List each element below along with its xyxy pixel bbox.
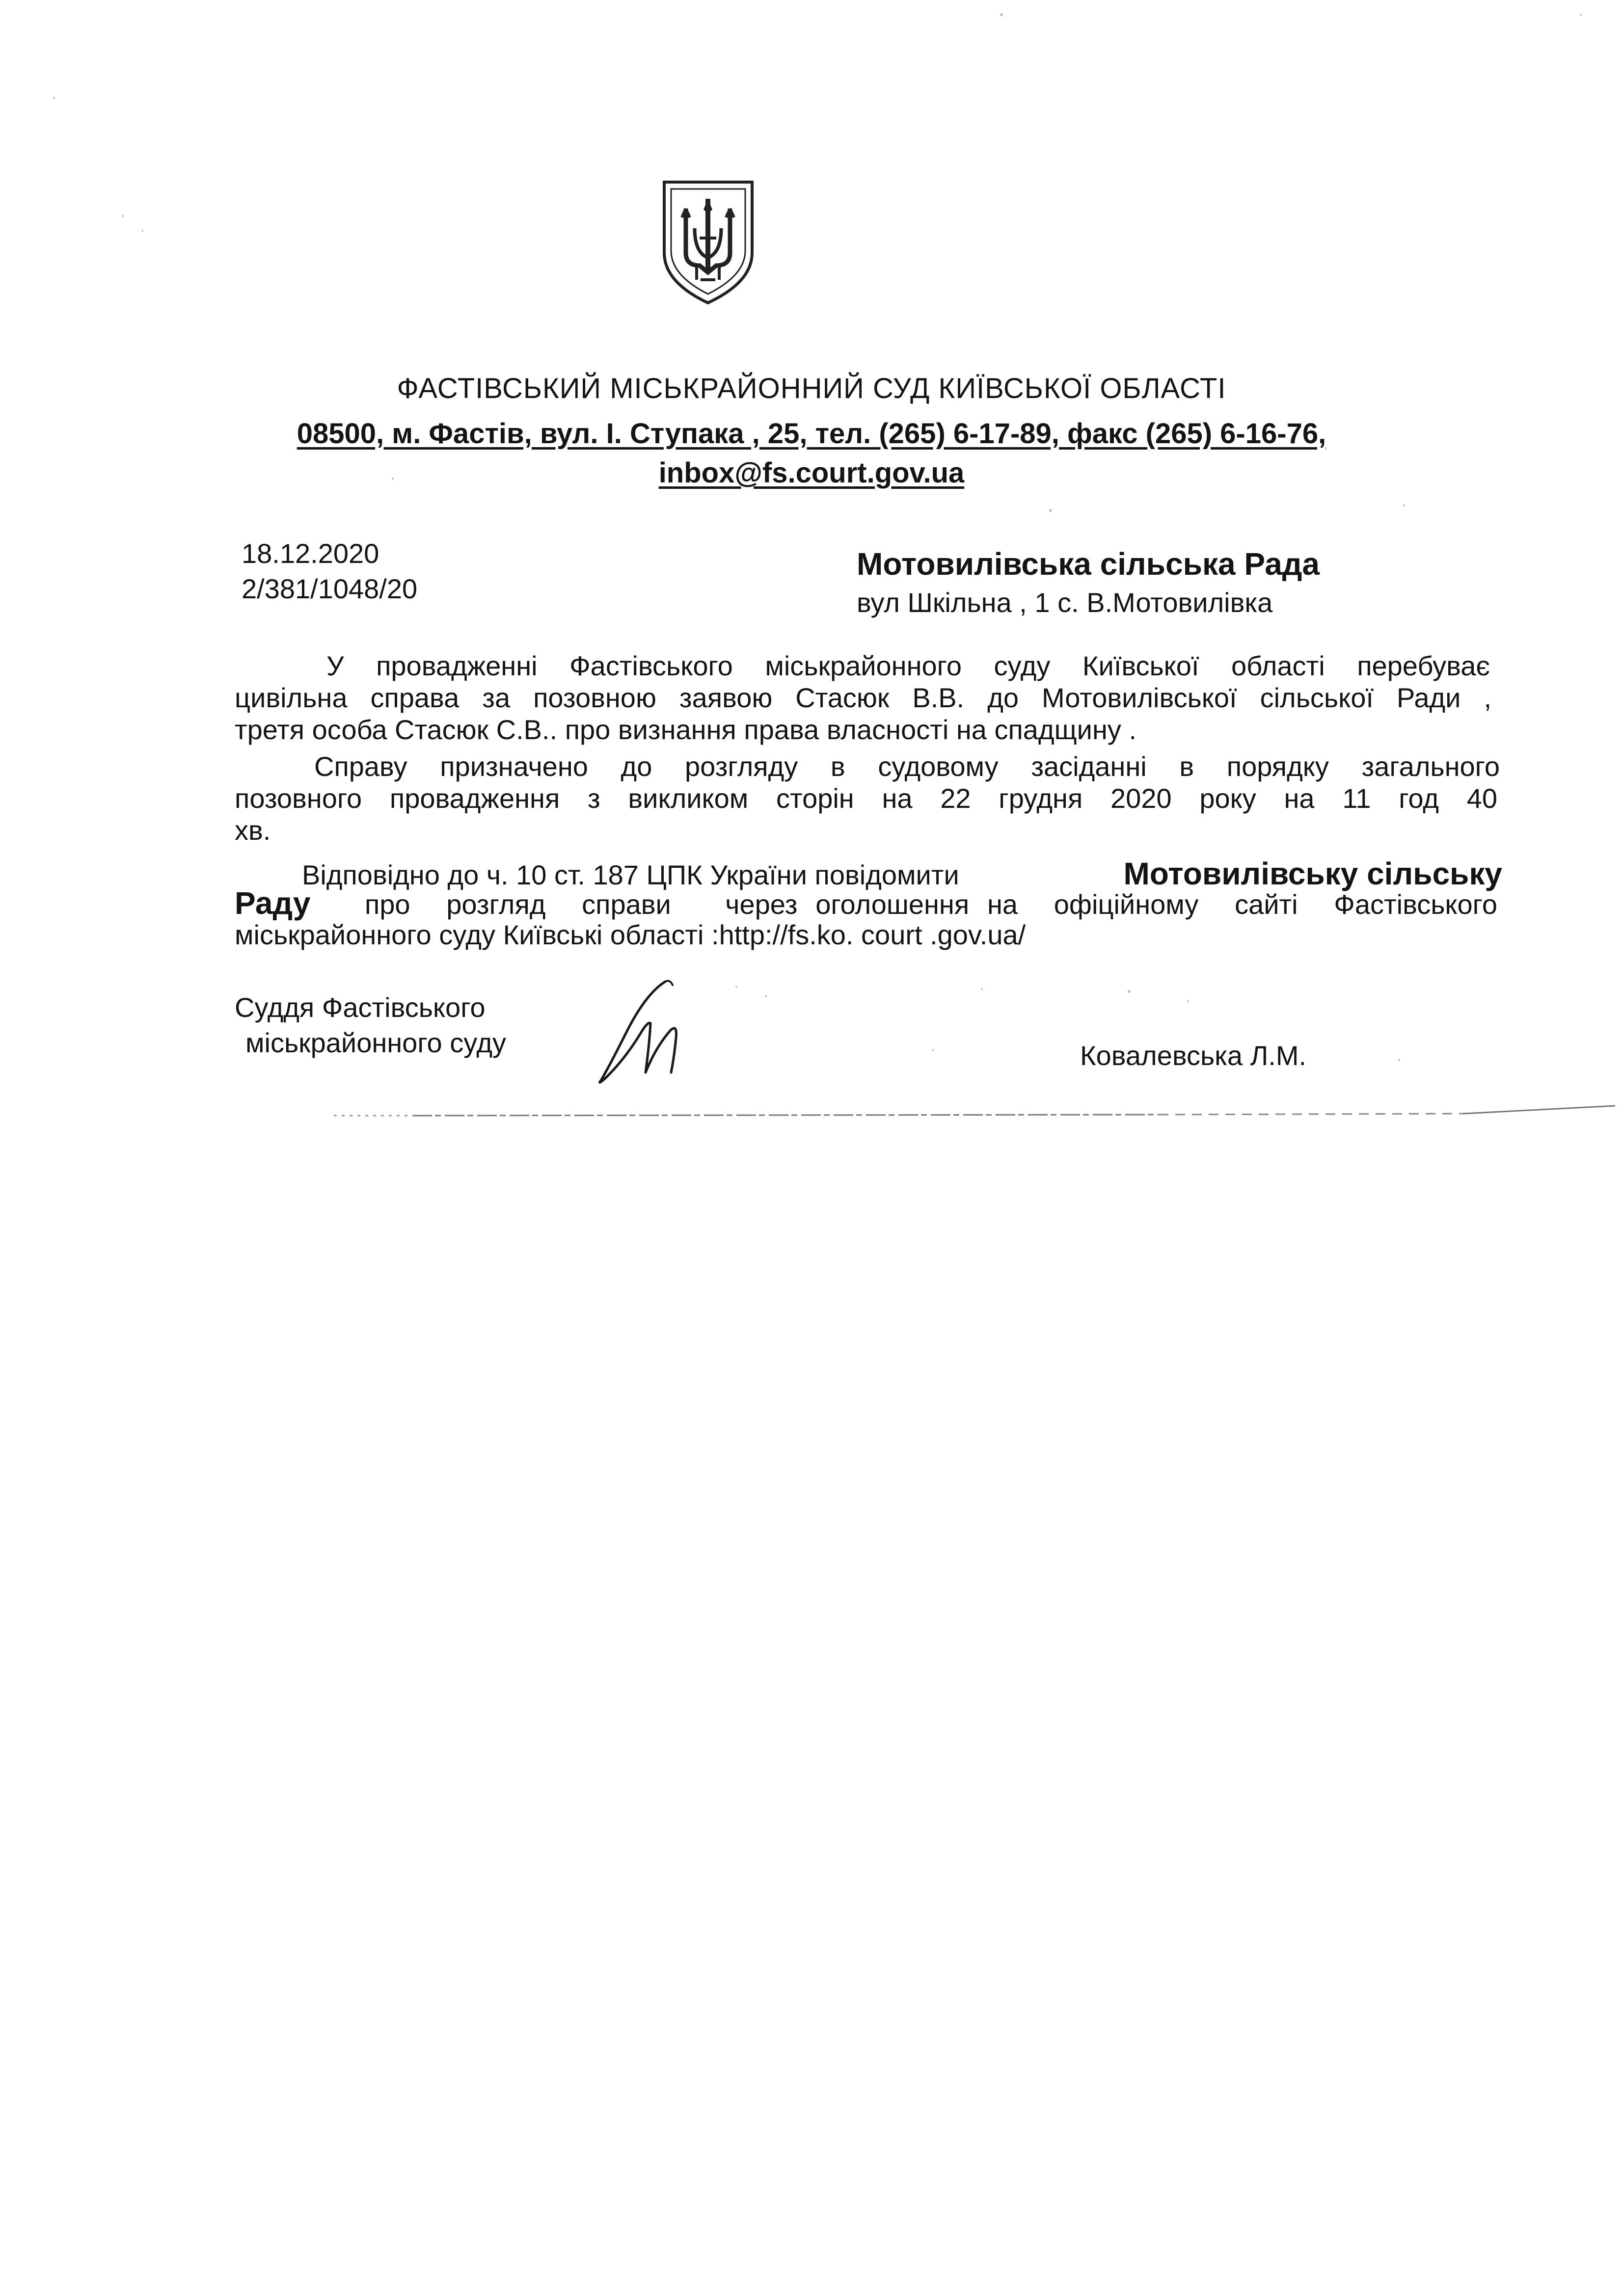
body-line-8-text: про розгляд справи через оголошення на офіційному сайті Фастівського (310, 889, 1497, 920)
recipient-name: Мотовилівська сільська Рада (857, 546, 1320, 582)
judge-name: Ковалевська Л.М. (1080, 1040, 1307, 1071)
judge-title-line-2: міськрайонного суду (245, 1027, 507, 1058)
recipient-highlight: Мотовилівську сільську (1123, 856, 1502, 891)
body-line-5: позовного провадження з викликом сторін на 22 грудня 2020 року на 11 год 40 (235, 783, 1497, 814)
body-line-2: цивільна справа за позовною заявою Стасюк В.В. до Мотовилівської сільської Ради , (235, 682, 1491, 713)
coat-of-arms-icon (660, 179, 756, 307)
scan-artifact-line (334, 1102, 1620, 1121)
body-line-4: Справу призначено до розгляду в судовому засіданні в порядку загального (314, 751, 1500, 782)
body-line-3: третя особа Стасюк С.В.. про визнання права власності на спадщину . (235, 714, 1137, 745)
handwritten-signature (592, 974, 700, 1087)
body-line-7 (302, 858, 1502, 891)
judge-title-line-1: Суддя Фастівського (235, 992, 486, 1023)
document-date: 18.12.2020 (242, 538, 379, 569)
court-address: 08500, м. Фастів, вул. І. Ступака , 25, тел. (265) 6-17-89, факс (265) 6-16-76, (297, 418, 1326, 450)
recipient-address: вул Шкільна , 1 с. В.Мотовилівка (857, 587, 1273, 618)
body-line-9: міськрайонного суду Київські області :http://fs.ko. court .gov.ua/ (235, 919, 1026, 950)
body-line-8 (235, 887, 1497, 920)
recipient-highlight-end: Раду (235, 885, 311, 921)
body-line-6: хв. (235, 815, 271, 846)
body-line-1: У провадженні Фастівського міськрайонного суду Київської області перебуває (326, 650, 1490, 681)
court-name: ФАСТІВСЬКИЙ МІСЬКРАЙОННИЙ СУД КИЇВСЬКОЇ ОБЛАСТІ (397, 373, 1226, 404)
body-line-7-text: Відповідно до ч. 10 ст. 187 ЦПК України повідомити (302, 859, 959, 890)
court-email: inbox@fs.court.gov.ua (658, 457, 965, 489)
case-number: 2/381/1048/20 (242, 573, 418, 604)
